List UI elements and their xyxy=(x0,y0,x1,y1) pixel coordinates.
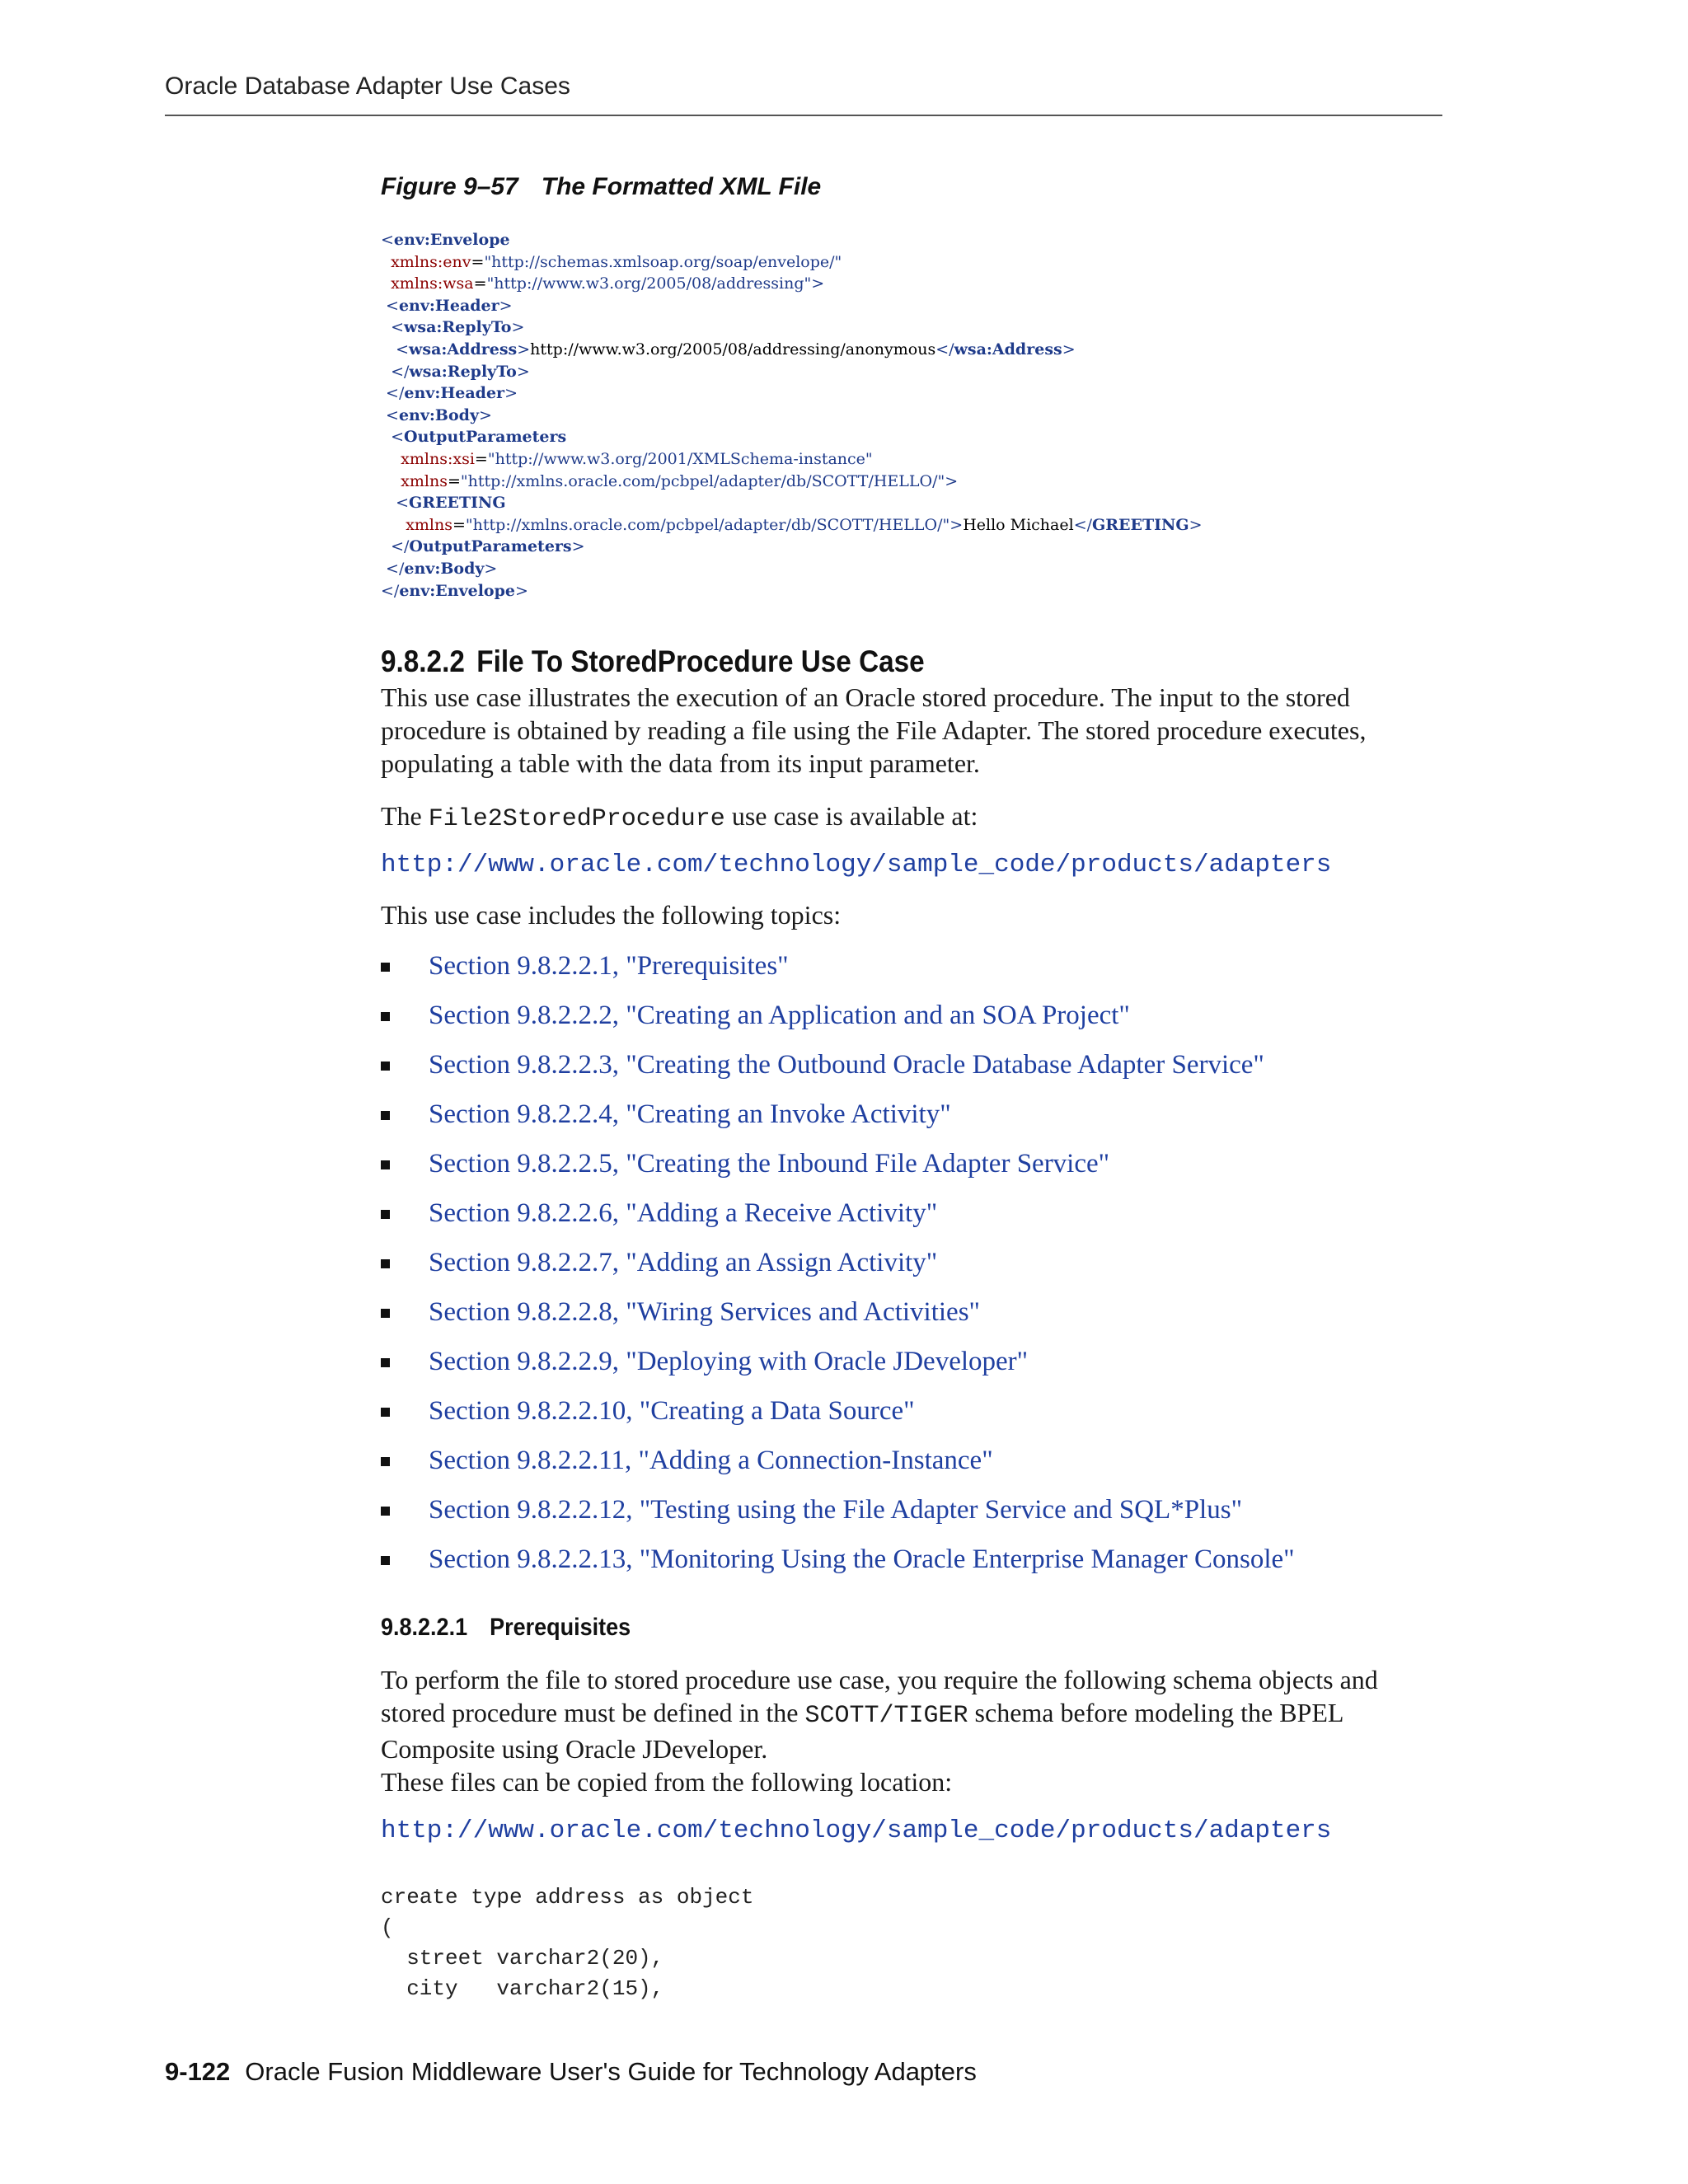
xml-token: = xyxy=(471,252,485,271)
topic-link[interactable]: Section 9.8.2.2.2, "Creating an Application and an SOA Project" xyxy=(429,1001,1130,1030)
xml-token: "http://xmlns.oracle.com/pcbpel/adapter/db/SCOTT/HELLO/" xyxy=(465,515,950,534)
xml-line xyxy=(381,361,1452,383)
availability-suffix: use case is available at: xyxy=(724,801,978,831)
prerequisites-paragraph xyxy=(381,1663,1444,1765)
availability-prefix: The xyxy=(381,801,429,831)
xml-token: < xyxy=(391,428,405,447)
xml-token: > xyxy=(484,559,498,578)
xml-token: "http://www.w3.org/2001/XMLSchema-instance" xyxy=(487,449,873,468)
bullet-square-icon xyxy=(381,1259,390,1268)
page-footer xyxy=(165,2057,977,2087)
xml-token xyxy=(381,318,391,336)
xml-token: > xyxy=(945,471,959,490)
copy-location-paragraph: These files can be copied from the following location: xyxy=(381,1767,953,1797)
section-title: File To StoredProcedure Use Case xyxy=(476,644,925,678)
bullet-square-icon xyxy=(381,1062,390,1071)
xml-token: env:Envelope xyxy=(393,231,510,249)
bullet-square-icon xyxy=(381,1309,390,1318)
xml-line xyxy=(381,405,1452,427)
xml-token: > xyxy=(516,362,530,381)
xml-token: > xyxy=(499,296,513,315)
xml-line xyxy=(381,295,1452,317)
bullet-square-icon xyxy=(381,1556,390,1565)
xml-token: wsa:ReplyTo xyxy=(404,318,512,337)
xml-token: wsa:Address xyxy=(954,340,1062,359)
bullet-square-icon xyxy=(381,1358,390,1367)
xml-token: </ xyxy=(1073,515,1093,534)
xml-token xyxy=(381,253,391,271)
xml-line xyxy=(381,448,1452,471)
xml-line xyxy=(381,580,1452,602)
xml-line xyxy=(381,273,1452,295)
xml-line xyxy=(381,426,1452,448)
header-rule xyxy=(165,115,1442,116)
xml-token: xmlns xyxy=(401,471,448,490)
bullet-square-icon xyxy=(381,963,390,972)
xml-token: > xyxy=(950,515,964,534)
subsection-title: Prerequisites xyxy=(490,1614,631,1641)
xml-token: < xyxy=(396,340,410,359)
topic-link[interactable]: Section 9.8.2.2.10, "Creating a Data Source" xyxy=(429,1396,915,1426)
xml-token: xmlns:env xyxy=(391,252,471,271)
section-heading xyxy=(381,644,925,679)
xml-token: xmlns:xsi xyxy=(401,449,475,468)
xml-token: </ xyxy=(391,362,410,381)
xml-token xyxy=(381,340,396,359)
topic-link[interactable]: Section 9.8.2.2.11, "Adding a Connection-Instance" xyxy=(429,1446,993,1475)
xml-line xyxy=(381,471,1452,493)
xml-token: http://www.w3.org/2005/08/addressing/anonymous xyxy=(530,340,936,359)
xml-token: = xyxy=(452,515,466,534)
subsection-number: 9.8.2.2.1 xyxy=(381,1614,468,1641)
xml-token xyxy=(381,363,391,381)
topic-link[interactable]: Section 9.8.2.2.12, "Testing using the File Adapter Service and SQL*Plus" xyxy=(429,1495,1243,1525)
bullet-square-icon xyxy=(381,1457,390,1466)
subsection-heading xyxy=(381,1614,631,1642)
xml-line xyxy=(381,492,1452,514)
figure-title: The Formatted XML File xyxy=(541,173,822,200)
schema-name-code: SCOTT/TIGER xyxy=(804,1702,968,1730)
figure-caption xyxy=(381,173,821,201)
xml-token: > xyxy=(571,537,585,556)
running-header: Oracle Database Adapter Use Cases xyxy=(165,73,570,100)
book-title: Oracle Fusion Middleware User's Guide for Technology Adapters xyxy=(245,2057,977,2086)
xml-line xyxy=(381,339,1452,361)
xml-token: > xyxy=(478,405,492,424)
xml-token: "http://www.w3.org/2005/08/addressing" xyxy=(486,274,812,293)
xml-token: env:Envelope xyxy=(399,581,515,600)
xml-token: </ xyxy=(386,559,405,578)
xml-line xyxy=(381,558,1452,580)
xml-token: < xyxy=(391,318,405,337)
xml-token: wsa:ReplyTo xyxy=(409,362,517,381)
xml-token: > xyxy=(504,384,518,403)
xml-token: wsa:Address xyxy=(409,340,518,359)
xml-line xyxy=(381,514,1452,537)
xml-token xyxy=(381,537,391,555)
bullet-square-icon xyxy=(381,1012,390,1021)
prerequisites-sample-code-link[interactable]: http://www.oracle.com/technology/sample_code/products/adapters xyxy=(381,1816,1332,1845)
xml-token: </ xyxy=(935,340,954,359)
xml-token: Hello Michael xyxy=(963,515,1074,534)
xml-token: env:Header xyxy=(404,384,505,403)
xml-token: = xyxy=(474,449,488,468)
topic-link[interactable]: Section 9.8.2.2.3, "Creating the Outbound Oracle Database Adapter Service" xyxy=(429,1050,1264,1080)
xml-token: < xyxy=(396,494,410,513)
xml-token: GREETING xyxy=(1092,515,1189,534)
prerequisites-text-b: schema before modeling the BPEL Composite using Oracle JDeveloper. xyxy=(381,1698,1343,1764)
prerequisites-text-a: To perform the file to stored procedure use case, you require the following schema objects and stored procedure must be defined in the xyxy=(381,1665,1378,1727)
xml-token: < xyxy=(381,231,394,249)
xml-token: env:Header xyxy=(398,296,499,315)
bullet-square-icon xyxy=(381,1160,390,1169)
xml-token: GREETING xyxy=(409,494,506,513)
sample-code-link[interactable]: http://www.oracle.com/technology/sample_code/products/adapters xyxy=(381,851,1332,879)
section-number: 9.8.2.2 xyxy=(381,644,465,678)
xml-token xyxy=(381,428,391,446)
bullet-square-icon xyxy=(381,1210,390,1219)
xml-token: = xyxy=(473,274,487,293)
xml-token: > xyxy=(514,581,528,600)
topic-link[interactable]: Section 9.8.2.2.9, "Deploying with Oracle JDeveloper" xyxy=(429,1347,1029,1376)
topic-link[interactable]: Section 9.8.2.2.6, "Adding a Receive Activity" xyxy=(429,1198,938,1228)
xml-token: env:Body xyxy=(398,405,479,424)
xml-token: > xyxy=(811,274,825,293)
xml-token: </ xyxy=(386,384,405,403)
xml-token: OutputParameters xyxy=(404,428,567,447)
topics-intro-paragraph: This use case includes the following topics: xyxy=(381,900,842,930)
xml-line xyxy=(381,229,1452,251)
figure-label: Figure 9–57 xyxy=(381,173,518,200)
sql-code-block: create type address as object ( street varchar2(20), city varchar2(15), xyxy=(381,1885,754,2001)
section-intro-paragraph: This use case illustrates the execution of an Oracle stored procedure. The input to the stored procedure is obtained by reading a file using the File Adapter. The stored procedure executes, populating a table with the data from its input parameter. xyxy=(381,682,1367,778)
xml-line xyxy=(381,382,1452,405)
topic-link[interactable]: Section 9.8.2.2.13, "Monitoring Using the Oracle Enterprise Manager Console" xyxy=(429,1544,1295,1574)
xml-token: </ xyxy=(381,581,400,600)
xml-token: "http://xmlns.oracle.com/pcbpel/adapter/db/SCOTT/HELLO/" xyxy=(460,471,945,490)
xml-token: = xyxy=(447,471,461,490)
xml-token xyxy=(381,494,396,512)
xml-line xyxy=(381,251,1452,274)
xml-token xyxy=(381,516,406,534)
xml-token: env:Body xyxy=(404,559,485,578)
page-number: 9-122 xyxy=(165,2057,231,2086)
xml-line xyxy=(381,316,1452,339)
xml-token: < xyxy=(386,296,399,315)
xml-token: xmlns:wsa xyxy=(391,274,474,293)
xml-token: > xyxy=(1189,515,1203,534)
topic-link[interactable]: Section 9.8.2.2.7, "Adding an Assign Activity" xyxy=(429,1248,938,1277)
topic-link[interactable]: Section 9.8.2.2.8, "Wiring Services and Activities" xyxy=(429,1297,981,1327)
xml-token xyxy=(381,450,401,468)
bullet-square-icon xyxy=(381,1507,390,1516)
topic-link[interactable]: Section 9.8.2.2.4, "Creating an Invoke Activity" xyxy=(429,1099,951,1129)
bullet-square-icon xyxy=(381,1111,390,1120)
xml-token: "http://schemas.xmlsoap.org/soap/envelope/" xyxy=(484,252,842,271)
xml-line xyxy=(381,536,1452,558)
xml-token: < xyxy=(386,405,399,424)
xml-token xyxy=(381,274,391,293)
xml-screenshot-figure xyxy=(381,229,1452,604)
xml-token: </ xyxy=(391,537,410,556)
xml-token: OutputParameters xyxy=(409,537,572,556)
use-case-name-code: File2StoredProcedure xyxy=(428,805,725,833)
xml-token: > xyxy=(517,340,531,359)
availability-paragraph xyxy=(381,799,1444,836)
xml-token: > xyxy=(1062,340,1076,359)
bullet-square-icon xyxy=(381,1408,390,1417)
topic-link[interactable]: Section 9.8.2.2.5, "Creating the Inbound File Adapter Service" xyxy=(429,1149,1110,1179)
topic-link[interactable]: Section 9.8.2.2.1, "Prerequisites" xyxy=(429,951,789,981)
xml-token: > xyxy=(511,318,525,337)
xml-token xyxy=(381,472,401,490)
xml-token: xmlns xyxy=(406,515,452,534)
